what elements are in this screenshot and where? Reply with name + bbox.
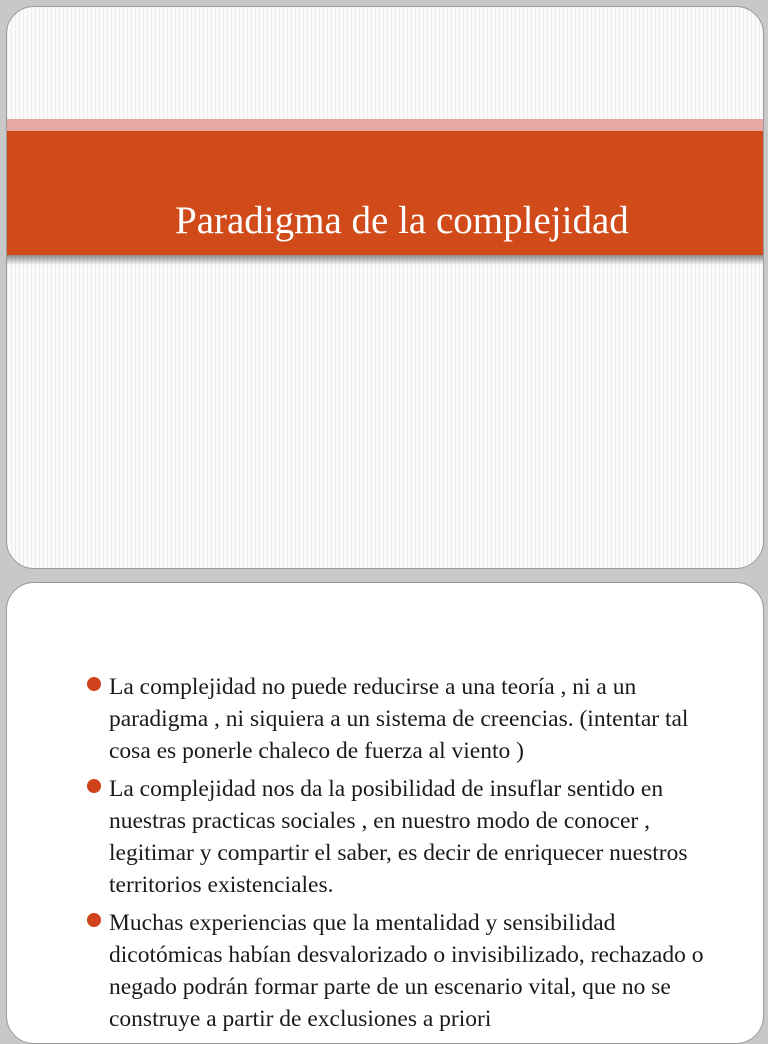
accent-strip [7,119,763,131]
bullet-dot-icon [87,779,101,793]
content-slide [6,582,764,1044]
title-band-shadow [7,255,763,265]
bullet-dot-icon [87,677,101,691]
bullet-text: La complejidad nos da la posibilidad de insuflar sentido en nuestras practicas sociales , en nuestro modo de conocer , legitimar y compartir el saber, es decir de enriquecer nuestros territorios existenciales. [109,776,688,898]
bullet-dot-icon [87,913,101,927]
bullet-item [85,773,725,901]
bullet-item [85,671,725,767]
slide-title: Paradigma de la complejidad [175,199,629,242]
bullet-text: Muchas experiencias que la mentalidad y sensibilidad dicotómicas habían desvalorizado o invisibilizado, rechazado o negado podrán formar parte de un escenario vital, que no se construye a partir de exclusiones a priori [109,910,704,1032]
bullet-text: La complejidad no puede reducirse a una teoría , ni a un paradigma , ni siquiera a un sistema de creencias. (intentar tal cosa es ponerle chaleco de fuerza al viento ) [109,674,689,764]
bullet-item [85,907,725,1035]
bullet-list [85,671,725,1041]
title-slide [6,6,764,569]
